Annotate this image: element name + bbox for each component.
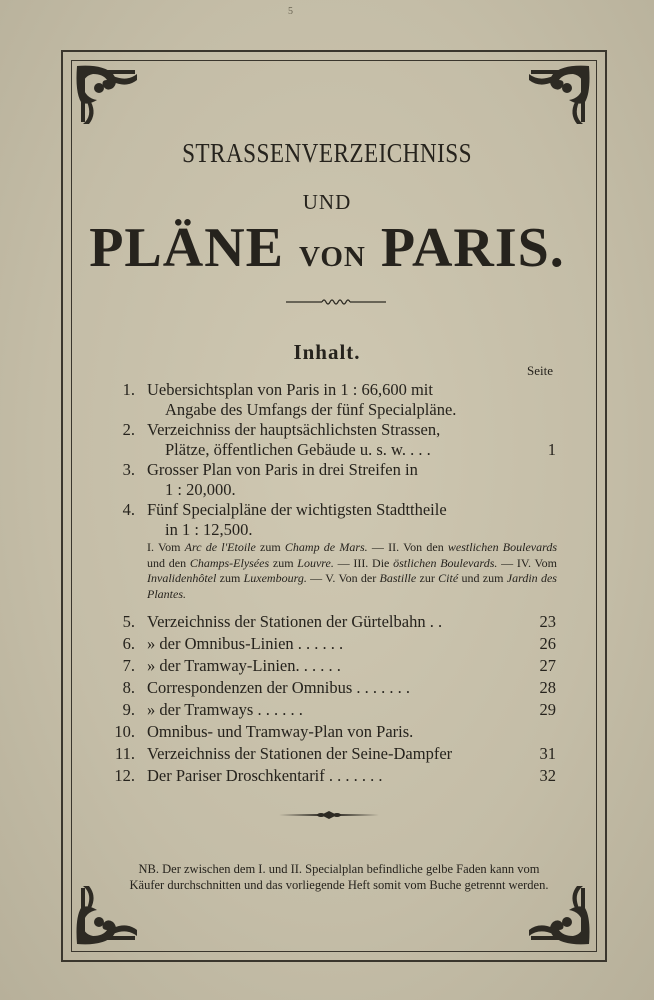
footnote: NB. Der zwischen dem I. und II. Specialplan befindliche gelbe Faden kann vom Käufer durchschnitten und das vorliegende Heft somit vom Buche getrennt werden. <box>129 862 549 892</box>
item-4-details: I. Vom Arc de l'Etoile zum Champ de Mars. — II. Von den westlichen Boulevards und den Champs-Elysées zum Louvre. — III. Die östlichen Boulevards. — IV. Vom Invalidenhôtel zum Luxembourg. — V. Von der Bastille zur Cité und zum Jardin des Plantes. <box>147 540 557 601</box>
toc-item-number: 3. <box>122 460 135 479</box>
toc-item-text: » der Tramway-Linien. . . . . . <box>147 656 341 675</box>
toc-item-text: Verzeichniss der Stationen der Gürtelbahn . . <box>147 612 443 631</box>
toc-item-page: 31 <box>539 744 556 763</box>
toc-item-text: Der Pariser Droschkentarif . . . . . . . <box>147 766 383 785</box>
toc-item-number: 4. <box>122 500 135 519</box>
page-mark: 5 <box>288 6 293 17</box>
toc-item-text: in 1 : 12,500. <box>165 520 253 539</box>
toc-item-number: 9. <box>122 700 135 719</box>
toc-item-page: 29 <box>539 700 556 719</box>
title-line-1: STRASSENVERZEICHNISS <box>182 138 472 168</box>
toc-item-number: 10. <box>114 722 135 741</box>
toc-item-text: Correspondenzen der Omnibus . . . . . . . <box>147 678 411 697</box>
toc-item-text: Angabe des Umfangs der fünf Specialpläne. <box>165 400 457 419</box>
toc-item-page: 28 <box>539 678 556 697</box>
toc-item-page: 26 <box>539 634 556 653</box>
toc-item-page: 1 <box>547 440 556 459</box>
toc-item-number: 6. <box>122 634 135 653</box>
contents-heading: Inhalt. <box>293 340 361 364</box>
page-column-label: Seite <box>527 363 553 378</box>
toc-item-page: 23 <box>539 612 556 631</box>
toc-item-text: Verzeichniss der Stationen der Seine-Dampfer <box>147 744 453 763</box>
wavy-rule-icon <box>286 296 386 308</box>
toc-item-number: 7. <box>122 656 135 675</box>
toc-item-text: 1 : 20,000. <box>165 480 236 499</box>
toc-item-text: Plätze, öffentlichen Gebäude u. s. w. . . . <box>165 440 431 459</box>
toc-item-text: Grosser Plan von Paris in drei Streifen in <box>147 460 418 479</box>
toc-item-text: Uebersichtsplan von Paris in 1 : 66,600 mit <box>147 380 433 399</box>
toc-item-text: Fünf Specialpläne der wichtigsten Stadttheile <box>147 500 447 519</box>
toc-item-number: 5. <box>122 612 135 631</box>
toc-item-number: 2. <box>122 420 135 439</box>
toc-item-number: 11. <box>114 744 135 763</box>
toc-item-number: 12. <box>114 766 135 785</box>
ornamental-rule-icon <box>279 809 379 821</box>
corner-ornament-icon <box>73 62 143 128</box>
toc-item-text: » der Omnibus-Linien . . . . . . <box>147 634 344 653</box>
corner-ornament-icon <box>523 62 593 128</box>
title-line-2: UND <box>302 190 352 214</box>
toc-item-text: » der Tramways . . . . . . <box>147 700 303 719</box>
title-plane: PLÄNE <box>89 217 300 279</box>
toc-item-text: Omnibus- und Tramway-Plan von Paris. <box>147 722 414 741</box>
toc-item-number: 1. <box>122 380 135 399</box>
title-line-3 <box>0 216 654 280</box>
toc-item-number: 8. <box>122 678 135 697</box>
title-paris: PARIS. <box>365 217 565 279</box>
toc-item-page: 32 <box>539 766 556 785</box>
toc-item-text: Verzeichniss der hauptsächlichsten Strassen, <box>147 420 441 439</box>
toc-item-page: 27 <box>539 656 556 675</box>
title-von: VON <box>299 241 366 273</box>
